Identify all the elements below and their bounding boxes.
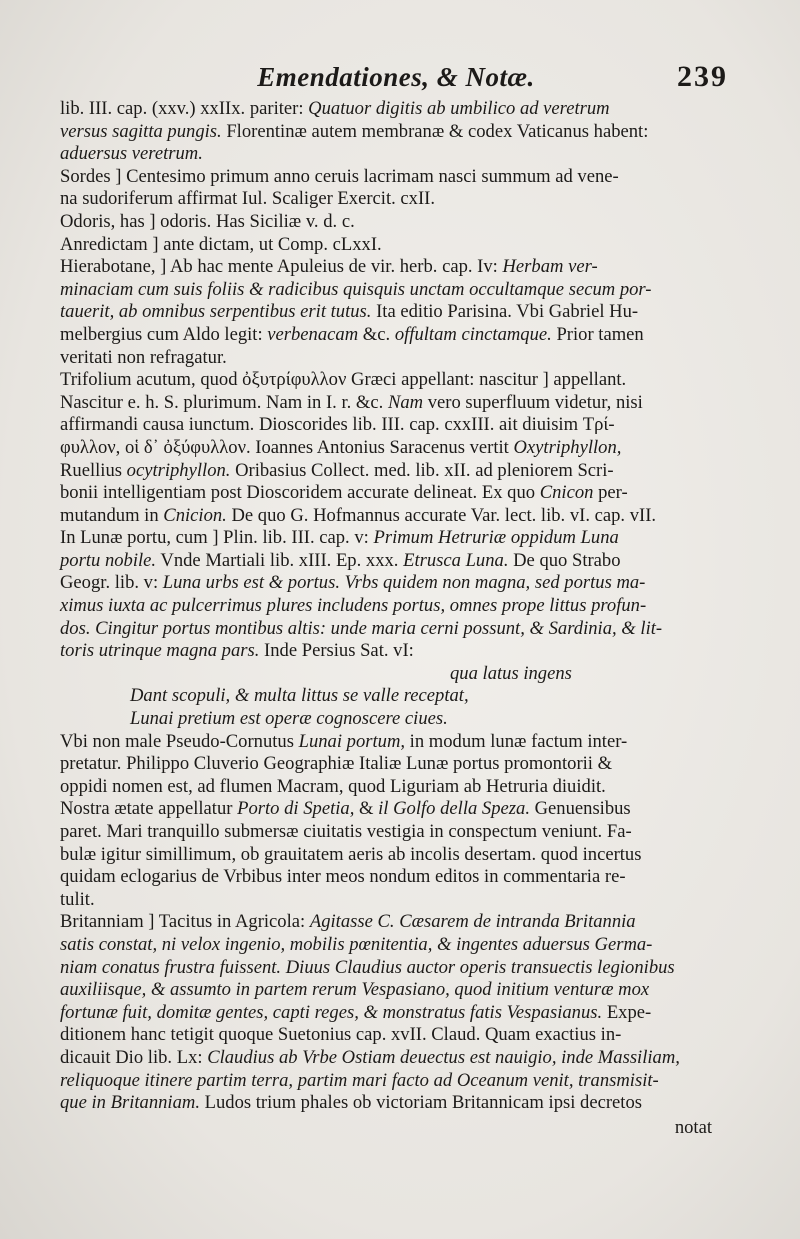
text-line	[60, 527, 732, 550]
italic-segment: dos. Cingitur portus montibus altis: unde maria cerni possunt, & Sardinia, & lit-	[60, 617, 663, 639]
text-line	[60, 572, 732, 595]
roman-segment: pretatur. Philippo Cluverio Geographiæ Italiæ Lunæ portus promontorii &	[60, 753, 613, 775]
italic-segment: Herbam ver-	[502, 256, 598, 278]
text-line	[60, 1002, 732, 1025]
roman-segment: In Lunæ portu, cum ] Plin. lib. III. cap. v:	[60, 527, 374, 549]
roman-segment: Sordes ] Centesimo primum anno ceruis lacrimam nasci summum ad vene-	[60, 165, 619, 187]
text-line	[60, 256, 732, 279]
roman-segment: De quo G. Hofmannus accurate Var. lect. lib. vI. cap. vII.	[226, 504, 657, 526]
text-line	[60, 392, 732, 415]
italic-segment: ximus iuxta ac pulcerrimus plures includens portus, omnes prope littus profun-	[60, 595, 647, 617]
roman-segment: veritati non refragatur.	[60, 346, 227, 368]
italic-segment: Claudius ab Vrbe Ostiam deuectus est nauigio, inde Massiliam,	[207, 1046, 680, 1068]
text-line	[60, 1070, 732, 1093]
italic-segment: offultam cinctamque.	[394, 323, 552, 345]
roman-segment: Nascitur e. h. S. plurimum. Nam in I. r. &c.	[60, 391, 388, 413]
roman-segment: Ruellius	[60, 459, 127, 481]
roman-segment: Trifolium acutum, quod ὀξυτρίφυλλον Græci appellant: nascitur ] appellant.	[60, 369, 627, 391]
text-line	[60, 279, 732, 302]
italic-segment: toris utrinque magna pars.	[60, 640, 260, 662]
italic-segment: Lunai portum,	[298, 730, 406, 752]
text-line	[60, 437, 732, 460]
text-line	[60, 979, 732, 1002]
roman-segment: bonii intelligentiam post Dioscoridem accurate delineat. Ex quo	[60, 482, 540, 504]
roman-segment: Expe-	[602, 1001, 652, 1023]
text-line	[60, 324, 732, 347]
text-line	[60, 1092, 732, 1115]
italic-segment: niam conatus frustra fuissent. Diuus Claudius auctor operis transuectis legionibus	[60, 956, 675, 978]
italic-segment: il Golfo della Speza.	[378, 798, 530, 820]
roman-segment: De quo Strabo	[508, 549, 621, 571]
page-number: 239	[677, 60, 728, 93]
roman-segment: Geogr. lib. v:	[60, 572, 163, 594]
italic-segment: Agitasse C. Cæsarem de intranda Britannia	[309, 911, 636, 933]
italic-segment: reliquoque itinere partim terra, partim mari facto ad Oceanum venit, transmisit-	[60, 1069, 659, 1091]
roman-segment: vero superfluum videtur, nisi	[423, 391, 643, 413]
text-line	[60, 753, 732, 776]
roman-segment: Florentinæ autem membranæ & codex Vaticanus habent:	[221, 120, 649, 142]
roman-segment: Vnde Martiali lib. xIII. Ep. xxx.	[156, 549, 404, 571]
roman-segment: bulæ igitur simillimum, ob grauitatem aeris ab incolis desertam. quod incertus	[60, 843, 642, 865]
roman-segment: φυλλον, οἱ δ᾽ ὀξύφυλλον. Ioannes Antonius Saracenus vertit	[60, 436, 514, 458]
roman-segment: Prior tamen	[551, 323, 644, 345]
roman-segment: na sudoriferum affirmat Iul. Scaliger Exercit. cxII.	[60, 188, 435, 210]
text-line	[60, 414, 732, 437]
italic-segment: minaciam cum suis foliis & radicibus quisquis unctam occultamque secum por-	[60, 278, 652, 300]
text-line	[60, 618, 732, 641]
text-line	[60, 663, 732, 686]
text-line	[60, 911, 732, 934]
text-line	[60, 821, 732, 844]
italic-segment: Porto di Spetia,	[237, 798, 355, 820]
italic-segment: que in Britanniam.	[60, 1092, 200, 1114]
roman-segment: Genuensibus	[529, 798, 631, 820]
page-header	[60, 62, 732, 96]
running-title: Emendationes, & Notæ.	[257, 62, 535, 92]
italic-segment: Quatuor digitis ab umbilico ad veretrum	[308, 98, 610, 119]
roman-segment: in modum lunæ factum inter-	[405, 730, 628, 752]
italic-segment: Nam	[387, 391, 424, 413]
roman-segment: Ita editio Parisina. Vbi Gabriel Hu-	[371, 301, 639, 323]
italic-segment: auxiliisque, & assumto in partem rerum Vespasiano, quod initium venturæ mox	[60, 979, 650, 1001]
roman-segment: Nostra ætate appellatur	[60, 798, 238, 820]
text-line	[60, 957, 732, 980]
roman-segment: oppidi nomen est, ad flumen Macram, quod Liguriam ab Hetruria diuidit.	[60, 775, 606, 797]
roman-segment: melbergius cum Aldo legit:	[60, 323, 268, 345]
italic-segment: qua latus ingens	[450, 662, 572, 684]
roman-segment: per-	[593, 482, 628, 504]
roman-segment: Oribasius Collect. med. lib. xII. ad pleniorem Scri-	[230, 459, 614, 481]
text-line	[60, 482, 732, 505]
italic-segment: Cnicion.	[163, 504, 227, 526]
text-line	[60, 369, 732, 392]
roman-segment: mutandum in	[60, 504, 164, 526]
roman-segment: &	[354, 798, 379, 820]
roman-segment: Vbi non male Pseudo-Cornutus	[60, 730, 299, 752]
roman-segment: dicauit Dio lib. Lx:	[60, 1046, 208, 1068]
italic-segment: Luna urbs est & portus. Vrbs quidem non magna, sed portus ma-	[162, 572, 646, 594]
text-line	[60, 708, 732, 731]
italic-segment: Dant scopuli, & multa littus se valle receptat,	[130, 685, 469, 707]
italic-segment: Lunai pretium est operæ cognoscere ciues.	[130, 708, 448, 730]
roman-segment: paret. Mari tranquillo submersæ ciuitatis vestigia in conspectum veniunt. Fa-	[60, 821, 632, 842]
text-line	[60, 776, 732, 799]
text-line	[60, 460, 732, 483]
roman-segment: Odoris, has ] odoris. Has Siciliæ v. d. c.	[60, 210, 355, 232]
roman-segment: Anredictam ] ante dictam, ut Comp. cLxxI.	[60, 233, 382, 255]
text-line	[60, 1024, 732, 1047]
italic-segment: fortunæ fuit, domitæ gentes, capti reges, & monstratus fatis Vespasianus.	[60, 1001, 603, 1023]
text-line	[60, 640, 732, 663]
roman-segment: Hierabotane, ] Ab hac mente Apuleius de vir. herb. cap. Iv:	[60, 256, 503, 278]
roman-segment: lib. III. cap. (xxv.) xxIIx. pariter:	[60, 98, 309, 119]
roman-segment: Britanniam ] Tacitus in Agricola:	[60, 911, 310, 933]
text-line	[60, 844, 732, 867]
text-line	[60, 798, 732, 821]
text-line	[60, 98, 732, 121]
italic-segment: verbenacam	[267, 323, 359, 345]
text-line	[60, 188, 732, 211]
text-line	[60, 234, 732, 257]
text-line	[60, 347, 732, 370]
roman-segment: ditionem hanc tetigit quoque Suetonius cap. xvII. Claud. Quam exactius in-	[60, 1024, 622, 1046]
text-line	[60, 143, 732, 166]
italic-segment: Cnicon	[539, 482, 594, 504]
italic-segment: versus sagitta pungis.	[60, 120, 222, 142]
text-line	[60, 301, 732, 324]
italic-segment: tauerit, ab omnibus serpentibus erit tutus.	[60, 301, 372, 323]
roman-segment: affirmandi causa iunctum. Dioscorides lib. III. cap. cxxIII. ait diuisim Τρί-	[60, 414, 615, 436]
text-line	[60, 595, 732, 618]
roman-segment: quidam eclogarius de Vrbibus inter meos nondum editos in commentaria re-	[60, 866, 626, 888]
roman-segment: tulit.	[60, 888, 95, 910]
text-line	[60, 505, 732, 528]
text-line	[60, 211, 732, 234]
italic-segment: Primum Hetruriæ oppidum Luna	[373, 527, 619, 549]
italic-segment: ocytriphyllon.	[126, 459, 231, 481]
text-line	[60, 550, 732, 573]
text-line	[60, 121, 732, 144]
roman-segment: Inde Persius Sat. vI:	[259, 640, 414, 662]
text-line	[60, 889, 732, 912]
text-line	[60, 934, 732, 957]
text-line	[60, 1047, 732, 1070]
body-text	[60, 98, 732, 1115]
italic-segment: Oxytriphyllon,	[513, 436, 622, 458]
catchword: notat	[674, 1116, 712, 1138]
italic-segment: portu nobile.	[60, 549, 157, 571]
text-line	[60, 731, 732, 754]
italic-segment: Etrusca Luna.	[403, 549, 509, 571]
italic-segment: aduersus veretrum.	[60, 143, 203, 165]
roman-segment: Ludos trium phales ob victoriam Britannicam ipsi decretos	[199, 1092, 642, 1114]
text-line	[60, 866, 732, 889]
text-line	[60, 685, 732, 708]
italic-segment: satis constat, ni velox ingenio, mobilis pœnitentia, & ingentes aduersus Germa-	[60, 933, 653, 955]
text-line	[60, 166, 732, 189]
roman-segment: &c.	[358, 323, 395, 345]
